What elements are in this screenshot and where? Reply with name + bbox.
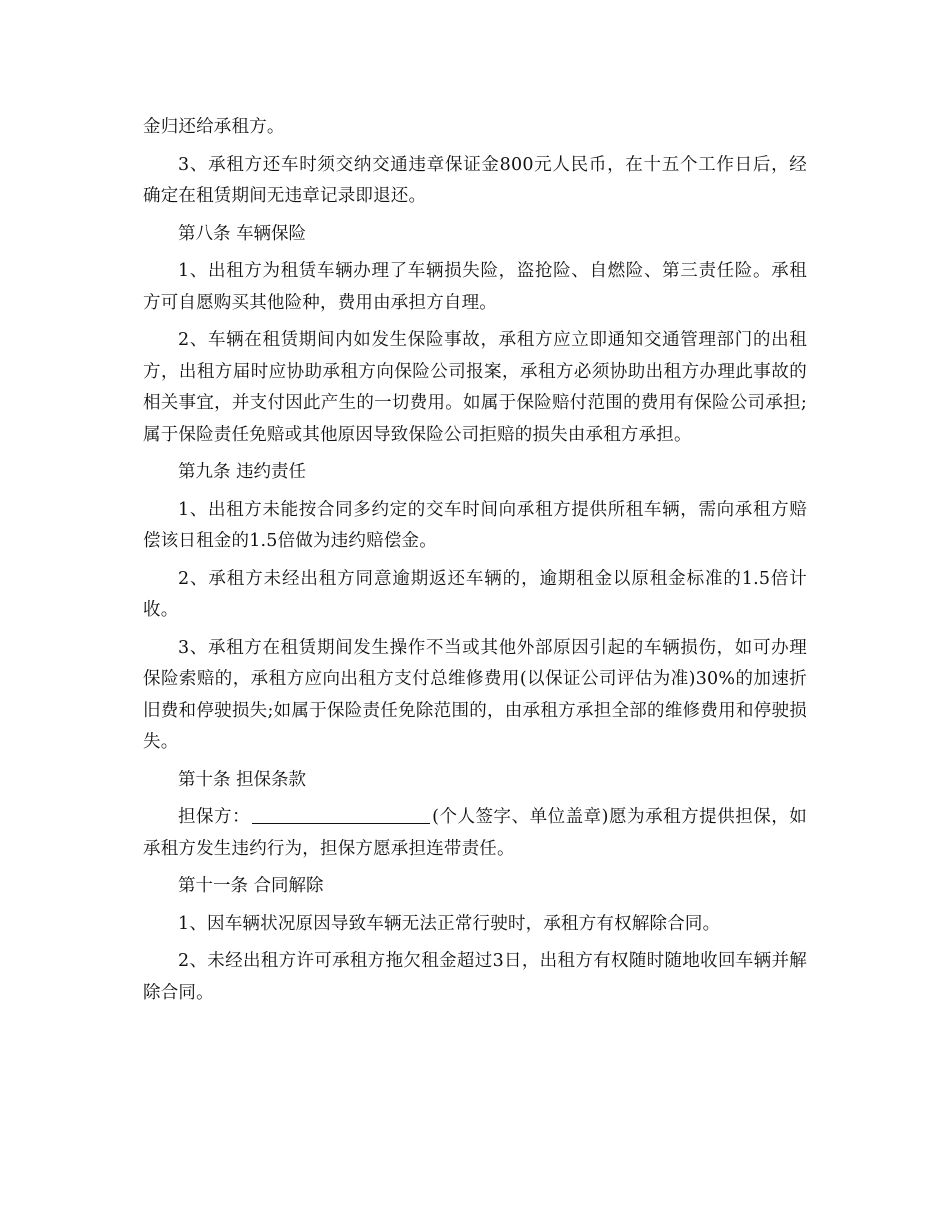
paragraph-article-9-item-2: 2、承租方未经出租方同意逾期返还车辆的，逾期租金以原租金标准的1.5倍计收。 (143, 568, 807, 620)
paragraph-continuation: 金归还给承租方。 (143, 117, 285, 137)
guarantor-label: 担保方： (178, 807, 251, 827)
paragraph-article-9-item-3: 3、承租方在租赁期间发生操作不当或其他外部原因引起的车辆损伤，如可办理保险索赔的，承租方应向出租方支付总维修费用(以保证公司评估为准)30%的加速折旧费和停驶损失;如属于保险责任免除范围的，由承租方承担全部的维修费用和停驶损失。 (143, 637, 807, 752)
heading-article-8: 第八条 车辆保险 (178, 223, 307, 244)
guarantor-clause-text: (个人签字、单位盖章)愿为承租方提供担保，如承租方发生违约行为，担保方愿承担连带责任。 (143, 807, 807, 859)
paragraph-article-8-item-1: 1、出租方为租赁车辆办理了车辆损失险，盗抢险、自燃险、第三责任险。承租方可自愿购买其他险种，费用由承担方自理。 (143, 261, 807, 313)
paragraph-guarantor (143, 802, 807, 865)
guarantor-signature-blank[interactable] (252, 805, 430, 824)
heading-article-11: 第十一条 合同解除 (178, 876, 324, 896)
paragraph-article-11-item-1: 1、因车辆状况原因导致车辆无法正常行驶时，承租方有权解除合同。 (178, 913, 721, 934)
paragraph-article-9-item-1: 1、出租方未能按合同多约定的交车时间向承租方提供所租车辆，需向承租方赔偿该日租金的1.5倍做为违约赔偿金。 (143, 499, 807, 551)
paragraph-article-8-item-2: 2、车辆在租赁期间内如发生保险事故，承租方应立即通知交通管理部门的出租方，出租方届时应协助承租方向保险公司报案，承租方必须协助出租方办理此事故的相关事宜，并支付因此产生的一切费用。如属于保险赔付范围的费用有保险公司承担;属于保险责任免赔或其他原因导致保险公司拒赔的损失由承租方承担。 (143, 330, 807, 445)
paragraph-violation-deposit: 3、承租方还车时须交纳交通违章保证金800元人民币，在十五个工作日后，经确定在租赁期间无违章记录即退还。 (143, 154, 807, 206)
document-page (143, 112, 807, 1009)
paragraph-article-11-item-2: 2、未经出租方许可承租方拖欠租金超过3日，出租方有权随时随地收回车辆并解除合同。 (143, 951, 807, 1003)
heading-article-10: 第十条 担保条款 (178, 769, 307, 790)
heading-article-9: 第九条 违约责任 (178, 462, 307, 482)
